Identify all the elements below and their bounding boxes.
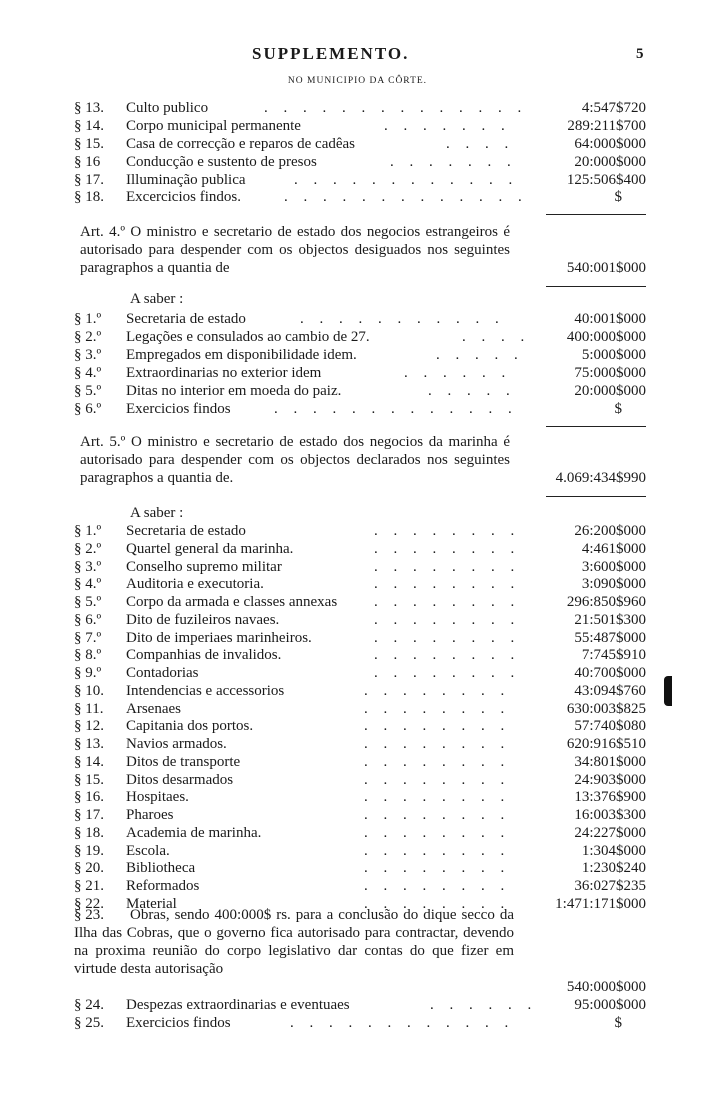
section-number: § 11. [74, 700, 104, 717]
item-amount: 75:000$000 [574, 365, 646, 381]
section-number: § 20. [74, 860, 104, 877]
item-label: Bibliotheca [126, 860, 196, 877]
item-label: Arsenaes [126, 700, 181, 717]
section-number: § 18. [74, 189, 104, 205]
leader-dots: . . . . . [428, 383, 516, 399]
leader-dots: . . . . . . . . . . . . . . [264, 100, 528, 116]
leader-dots: . . . . [462, 329, 531, 345]
section-number: § 22. [74, 895, 104, 912]
list-item [74, 522, 646, 540]
section-number: § 12. [74, 718, 104, 735]
list-item [74, 575, 646, 593]
article-4-total-row [74, 259, 646, 277]
section-number: § 24. [74, 997, 104, 1013]
leader-dots: . . . . . . . . [374, 523, 521, 539]
item-amount: 20:000$000 [574, 383, 646, 399]
list-item [74, 788, 646, 806]
item-label: Dito de fuzileiros navaes. [126, 611, 280, 628]
item-amount: 630:003$825 [566, 700, 646, 717]
divider [546, 286, 646, 287]
list-item [74, 771, 646, 789]
list-item [74, 717, 646, 735]
leader-dots: . . . . . . . . [374, 611, 521, 628]
list-item [74, 629, 646, 647]
item-label: Exercicios findos [126, 401, 231, 417]
item-amount: 5:000$000 [581, 347, 646, 363]
item-amount: 20:000$000 [574, 154, 646, 170]
section-number: § 14. [74, 118, 104, 134]
section-number: § 21. [74, 878, 104, 894]
leader-dots: . . . . . . . . [374, 594, 521, 610]
list-item [74, 753, 646, 771]
leader-dots: . . . . . . . . . . . . . [274, 401, 518, 417]
section-number: § 6.º [74, 611, 102, 628]
item-label: Ditos de transporte [126, 753, 241, 770]
item-amount: 7:745$910 [581, 647, 646, 664]
section-number: § 16. [74, 789, 104, 806]
item-amount: 26:200$000 [574, 523, 646, 539]
margin-ink-mark [664, 676, 672, 706]
list-item [74, 117, 646, 135]
list-item [74, 558, 646, 576]
item-amount: 40:001$000 [574, 311, 646, 327]
leader-dots: . . . . . . . . [364, 718, 511, 735]
item-amount: 125:506$400 [566, 172, 646, 188]
item-label: Hospitaes. [126, 789, 189, 806]
leader-dots: . . . . . . . . . . . . . [284, 189, 528, 205]
list-item [74, 611, 646, 629]
section-number: § 3.º [74, 558, 102, 575]
article-5-total-row [74, 469, 646, 487]
list-item [74, 364, 646, 382]
leader-dots: . . . . . . . . [364, 682, 511, 699]
item-label: Dito de imperiaes marinheiros. [126, 629, 312, 646]
list-item [74, 646, 646, 664]
leader-dots: . . . . . . . . [364, 842, 511, 859]
item-amount: 400:000$000 [566, 329, 646, 345]
list-item [74, 682, 646, 700]
section-number: § 17. [74, 172, 104, 188]
leader-dots: . . . . [446, 136, 515, 152]
list-item [74, 877, 646, 895]
item-amount: 36:027$235 [574, 878, 646, 894]
section-number: § 13. [74, 100, 104, 116]
item-label: Capitania dos portos. [126, 718, 254, 735]
section-number: § 23. [74, 907, 104, 923]
item-label: Corpo municipal permanente [126, 118, 301, 134]
leader-dots: . . . . . . . . [364, 824, 511, 841]
item-amount: 1:471:171$000 [555, 895, 646, 912]
item-label: Culto publico [126, 100, 209, 116]
leader-dots: . . . . . . . . [374, 629, 521, 646]
section-number: § 7.º [74, 629, 102, 646]
list-item [74, 346, 646, 364]
section-number: § 15. [74, 771, 104, 788]
item-amount: 4:547$720 [581, 100, 646, 116]
item-amount: 289:211$700 [567, 118, 646, 134]
list-item [74, 996, 646, 1014]
list-item [74, 171, 646, 189]
item-label: Despezas extraordinarias e eventuaes [126, 997, 350, 1013]
article-total: 540:001$000 [566, 260, 646, 276]
list-item [74, 135, 646, 153]
item-amount: $ [614, 401, 622, 417]
leader-dots: . . . . . . [404, 365, 512, 381]
item-label: Companhias de invalidos. [126, 647, 282, 664]
list-item [74, 824, 646, 842]
a-saber-heading: A saber : [130, 291, 184, 307]
item-label: Obras, sendo 400:000$ rs. para a conclusão do dique secco da Ilha das Cobras, que o governo fica autorisado para contractar, devendo na proxima reunião do corpo legislativo dar contas do que fizer em virtude desta autorisação [74, 907, 514, 977]
list-item [74, 806, 646, 824]
item-amount: $ [614, 189, 622, 205]
item-amount: 16:003$300 [574, 807, 646, 823]
item-label: Empregados em disponibilidade idem. [126, 347, 357, 363]
item-amount: 4:461$000 [581, 540, 646, 557]
item-amount: 1:230$240 [581, 860, 646, 877]
item-label: Legações e consulados ao cambio de 27. [126, 329, 370, 345]
section-number: § 6.º [74, 401, 102, 417]
list-item [74, 735, 646, 753]
item-label: Conducção e sustento de presos [126, 154, 317, 170]
item-label: Intendencias e accessorios [126, 682, 285, 699]
section-number: § 2.º [74, 329, 102, 345]
divider [546, 426, 646, 427]
item-label: Ditas no interior em moeda do paiz. [126, 383, 342, 399]
item-label: Material [126, 895, 177, 912]
section-number: § 5.º [74, 594, 102, 610]
list-item [74, 188, 646, 206]
item-label: Illuminação publica [126, 172, 246, 188]
section-number: § 18. [74, 824, 104, 841]
divider [546, 214, 646, 215]
item-amount: 57:740$080 [574, 718, 646, 735]
item-label: Escola. [126, 842, 170, 859]
item-amount: 21:501$300 [574, 611, 646, 628]
item-label: Contadorias [126, 665, 199, 681]
section-number: § 16 [74, 154, 101, 170]
list-item [74, 1014, 646, 1032]
item-amount: 540:000$000 [566, 979, 646, 995]
item-label: Conselho supremo militar [126, 558, 282, 575]
leader-dots: . . . . . . . [384, 118, 511, 134]
section-number: § 15. [74, 136, 104, 152]
leader-dots: . . . . . . . . [364, 807, 511, 823]
item-amount: 40:700$000 [574, 665, 646, 681]
list-item [74, 153, 646, 171]
item-amount: 24:227$000 [574, 824, 646, 841]
leader-dots: . . . . . . . . [364, 736, 511, 752]
item-amount: $ [614, 1015, 622, 1031]
page-title: SUPPLEMENTO. [252, 44, 410, 63]
leader-dots: . . . . . . . . [364, 771, 511, 788]
section-number: § 5.º [74, 383, 102, 399]
leader-dots: . . . . . . . . [374, 558, 521, 575]
divider [546, 496, 646, 497]
item-label: Quartel general da marinha. [126, 540, 294, 557]
list-item [74, 842, 646, 860]
leader-dots: . . . . . . . . . . . . [294, 172, 519, 188]
leader-dots: . . . . . . . . [374, 647, 521, 664]
item-label: Extraordinarias no exterior idem [126, 365, 322, 381]
leader-dots: . . . . . . . . [364, 878, 511, 894]
list-item [74, 310, 646, 328]
section-number: § 9.º [74, 665, 102, 681]
leader-dots: . . . . . [436, 347, 524, 363]
list-item [74, 593, 646, 611]
section-number: § 10. [74, 682, 104, 699]
list-item [74, 400, 646, 418]
item-label: Auditoria e executoria. [126, 576, 264, 593]
item-amount: 296:850$960 [566, 594, 646, 610]
item-amount: 64:000$000 [574, 136, 646, 152]
item-label: Reformados [126, 878, 200, 894]
item-label: Exercicios findos [126, 1015, 231, 1031]
item-23-amount-row [74, 978, 646, 996]
section-number: § 13. [74, 736, 104, 752]
leader-dots: . . . . . . . . [374, 576, 521, 593]
section-number: § 3.º [74, 347, 102, 363]
item-label: Corpo da armada e classes annexas [126, 594, 338, 610]
item-label: Navios armados. [126, 736, 227, 752]
leader-dots: . . . . . . . [390, 154, 517, 170]
page-number: 5 [636, 46, 644, 62]
leader-dots: . . . . . . . . [374, 540, 521, 557]
list-item [74, 382, 646, 400]
item-label: Academia de marinha. [126, 824, 262, 841]
list-item [74, 664, 646, 682]
item-amount: 3:600$000 [581, 558, 646, 575]
section-number: § 1.º [74, 311, 102, 327]
list-item [74, 328, 646, 346]
section-number: § 14. [74, 753, 104, 770]
section-number: § 17. [74, 807, 104, 823]
item-label: Pharoes [126, 807, 174, 823]
item-amount: 13:376$900 [574, 789, 646, 806]
item-23 [74, 906, 514, 978]
item-amount: 43:094$760 [574, 682, 646, 699]
item-amount: 24:903$000 [574, 771, 646, 788]
article-text: Art. 5.º O ministro e secretario de estado dos negocios da marinha é autorisado para despender com os objectos declarados nos seguintes paragraphos a quantia de. [80, 434, 510, 486]
leader-dots: . . . . . . . . [364, 789, 511, 806]
leader-dots: . . . . . . . . [364, 753, 511, 770]
list-item [74, 540, 646, 558]
leader-dots: . . . . . . . . [374, 665, 521, 681]
section-number: § 25. [74, 1015, 104, 1031]
leader-dots: . . . . . . [430, 997, 538, 1013]
item-amount: 3:090$000 [581, 576, 646, 593]
leader-dots: . . . . . . . . [364, 860, 511, 877]
item-label: Ditos desarmados [126, 771, 234, 788]
item-label: Secretaria de estado [126, 523, 246, 539]
item-label: Casa de correcção e reparos de cadêas [126, 136, 356, 152]
page-header [0, 44, 715, 66]
section-number: § 1.º [74, 523, 102, 539]
section-number: § 8.º [74, 647, 102, 664]
section-subtitle: NO MUNICIPIO DA CÔRTE. [287, 76, 428, 86]
section-number: § 4.º [74, 576, 102, 593]
item-amount: 34:801$000 [574, 753, 646, 770]
leader-dots: . . . . . . . . . . . [300, 311, 505, 327]
item-amount: 1:304$000 [581, 842, 646, 859]
list-item [74, 859, 646, 877]
section-number: § 2.º [74, 540, 102, 557]
item-label: Secretaria de estado [126, 311, 246, 327]
list-item [74, 99, 646, 117]
a-saber-heading: A saber : [130, 505, 184, 521]
section-number: § 4.º [74, 365, 102, 381]
article-text: Art. 4.º O ministro e secretario de estado dos negocios estrangeiros é autorisado para despender com os objectos desiguados nos seguintes paragraphos a quantia de [80, 224, 510, 276]
item-amount: 55:487$000 [574, 629, 646, 646]
leader-dots: . . . . . . . . . . . . [290, 1015, 515, 1031]
leader-dots: . . . . . . . . [364, 700, 511, 717]
item-amount: 95:000$000 [574, 997, 646, 1013]
list-item [74, 700, 646, 718]
section-number: § 19. [74, 842, 104, 859]
item-label: Excercicios findos. [126, 189, 241, 205]
leader-dots: . . . . . . . . [364, 895, 511, 912]
article-total: 4.069:434$990 [555, 470, 646, 486]
item-amount: 620:916$510 [566, 736, 646, 752]
